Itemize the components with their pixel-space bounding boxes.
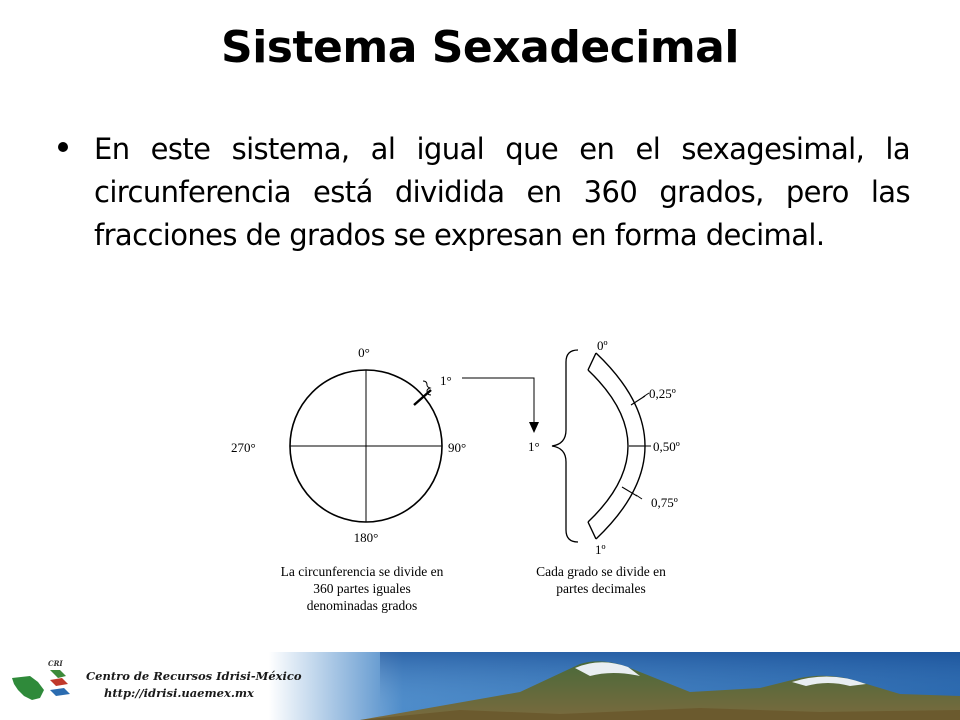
label-0-deg: 0º — [597, 338, 608, 353]
footer-banner — [0, 652, 960, 720]
footer-org-name: Centro de Recursos Idrisi-México — [86, 669, 302, 683]
circle-figure — [231, 345, 466, 545]
arrow-head-icon — [529, 422, 539, 433]
right-caption-line: partes decimales — [556, 581, 646, 596]
right-caption — [536, 564, 666, 596]
label-270: 270° — [231, 440, 256, 455]
footer-url[interactable]: http://idrisi.uaemex.mx — [104, 686, 254, 700]
left-caption-line: La circunferencia se divide en — [280, 564, 444, 579]
left-caption-line: denominadas grados — [306, 598, 418, 613]
left-caption-line: 360 partes iguales — [313, 581, 411, 596]
label-0: 0° — [358, 345, 370, 360]
right-caption-line: Cada grado se divide en — [536, 564, 666, 579]
inner-arc — [588, 370, 628, 522]
label-1-deg: 1º — [595, 542, 606, 557]
connector-arrow — [462, 378, 539, 433]
label-90: 90° — [448, 440, 467, 455]
label-one-degree: 1° — [528, 439, 540, 454]
left-caption — [281, 564, 444, 613]
slide-title: Sistema Sexadecimal — [221, 22, 739, 73]
arc-figure — [528, 338, 680, 557]
label-1: 1° — [440, 373, 452, 388]
curly-brace — [552, 350, 578, 542]
footer-graphic — [0, 652, 960, 720]
label-025: 0,25º — [649, 386, 676, 401]
logo-text: CRI — [48, 659, 63, 668]
tick-brace — [423, 381, 431, 395]
label-075: 0,75º — [651, 495, 678, 510]
label-180: 180° — [353, 530, 379, 545]
label-050: 0,50º — [653, 439, 680, 454]
bullet-text: En este sistema, al igual que en el sexagesimal, la circunferencia está dividida en 360 grados, pero las fracciones de grados se expresan en forma decimal. — [94, 132, 910, 252]
